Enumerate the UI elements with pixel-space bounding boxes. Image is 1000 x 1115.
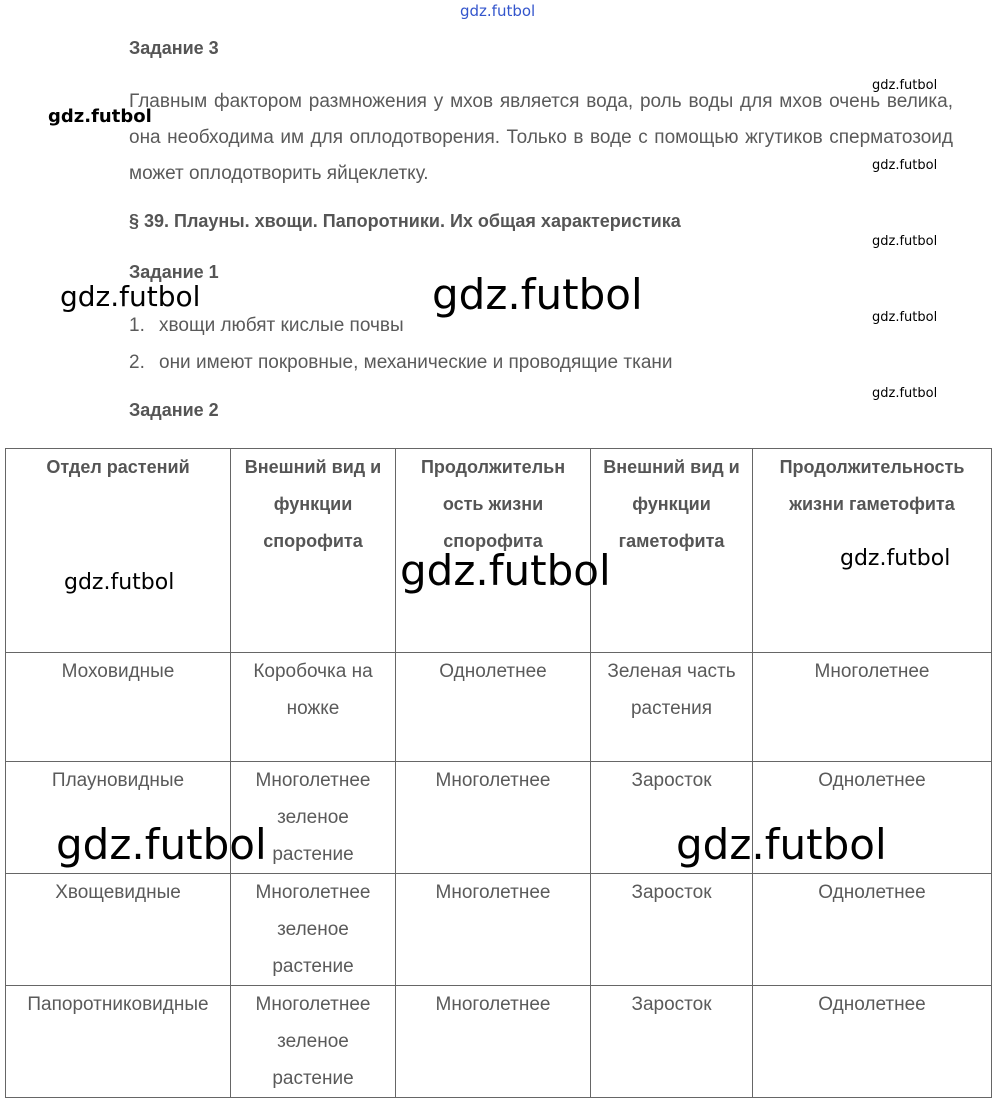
table-cell: Многолетнее зеленое растение (231, 762, 396, 874)
watermark: gdz.futbol (872, 158, 938, 173)
watermark: gdz.futbol (400, 546, 611, 595)
list-item (129, 345, 673, 382)
watermark: gdz.futbol (872, 234, 938, 249)
table-cell: Заросток (591, 762, 753, 874)
table-header-cell: Продолжительн ость жизни спорофита (396, 449, 591, 653)
task3-text: Главным фактором размножения у мхов является вода, роль воды для мхов очень велика, она необходима им для оплодотворения. Только в воде с помощью жгутиков сперматозоид может оплодотворить яйцеклетку. (129, 91, 953, 184)
table-cell: Коробочка на ножке (231, 653, 396, 762)
watermark: gdz.futbol (48, 106, 152, 127)
table-cell: Многолетнее (396, 762, 591, 874)
table-header-cell: Внешний вид и функции гаметофита (591, 449, 753, 653)
table-cell: Заросток (591, 874, 753, 986)
table-header-cell: Продолжительность жизни гаметофита (753, 449, 992, 653)
table-cell: Многолетнее (753, 653, 992, 762)
table-header-cell: Внешний вид и функции спорофита (231, 449, 396, 653)
table-cell: Папоротниковидные (6, 986, 231, 1098)
watermark: gdz.futbol (872, 310, 938, 325)
task1-heading: Задание 1 (129, 262, 219, 282)
table-header-cell: Отдел растений (6, 449, 231, 653)
list-item-text: хвощи любят кислые почвы (159, 315, 404, 336)
watermark: gdz.futbol (872, 78, 938, 93)
table-cell: Моховидные (6, 653, 231, 762)
table-cell: Плауновидные (6, 762, 231, 874)
table-cell: Многолетнее зеленое растение (231, 986, 396, 1098)
watermark: gdz.futbol (872, 386, 938, 401)
table-cell: Однолетнее (753, 874, 992, 986)
watermark: gdz.futbol (432, 270, 643, 319)
task2-heading: Задание 2 (129, 400, 219, 420)
table-cell: Однолетнее (396, 653, 591, 762)
watermark: gdz.futbol (60, 280, 201, 313)
list-item (129, 308, 673, 345)
table-cell: Заросток (591, 986, 753, 1098)
list-item-number: 2. (129, 352, 145, 373)
task3-heading: Задание 3 (129, 38, 219, 58)
watermark-top: gdz.futbol (460, 2, 536, 20)
table-cell: Многолетнее (396, 986, 591, 1098)
table-cell: Однолетнее (753, 986, 992, 1098)
table-row (6, 986, 992, 1098)
list-item-text: они имеют покровные, механические и проводящие ткани (159, 352, 673, 373)
watermark: gdz.futbol (840, 546, 951, 571)
task1-list (129, 308, 673, 382)
list-item-number: 1. (129, 315, 145, 336)
section-title: § 39. Плауны. хвощи. Папоротники. Их общая характеристика (129, 211, 681, 231)
table-cell: Хвощевидные (6, 874, 231, 986)
table-cell: Многолетнее (396, 874, 591, 986)
table-cell: Зеленая часть растения (591, 653, 753, 762)
table-row (6, 653, 992, 762)
watermark: gdz.futbol (676, 820, 887, 869)
watermark: gdz.futbol (64, 570, 175, 595)
table-cell: Однолетнее (753, 762, 992, 874)
watermark: gdz.futbol (56, 820, 267, 869)
table-row (6, 874, 992, 986)
table-cell: Многолетнее зеленое растение (231, 874, 396, 986)
